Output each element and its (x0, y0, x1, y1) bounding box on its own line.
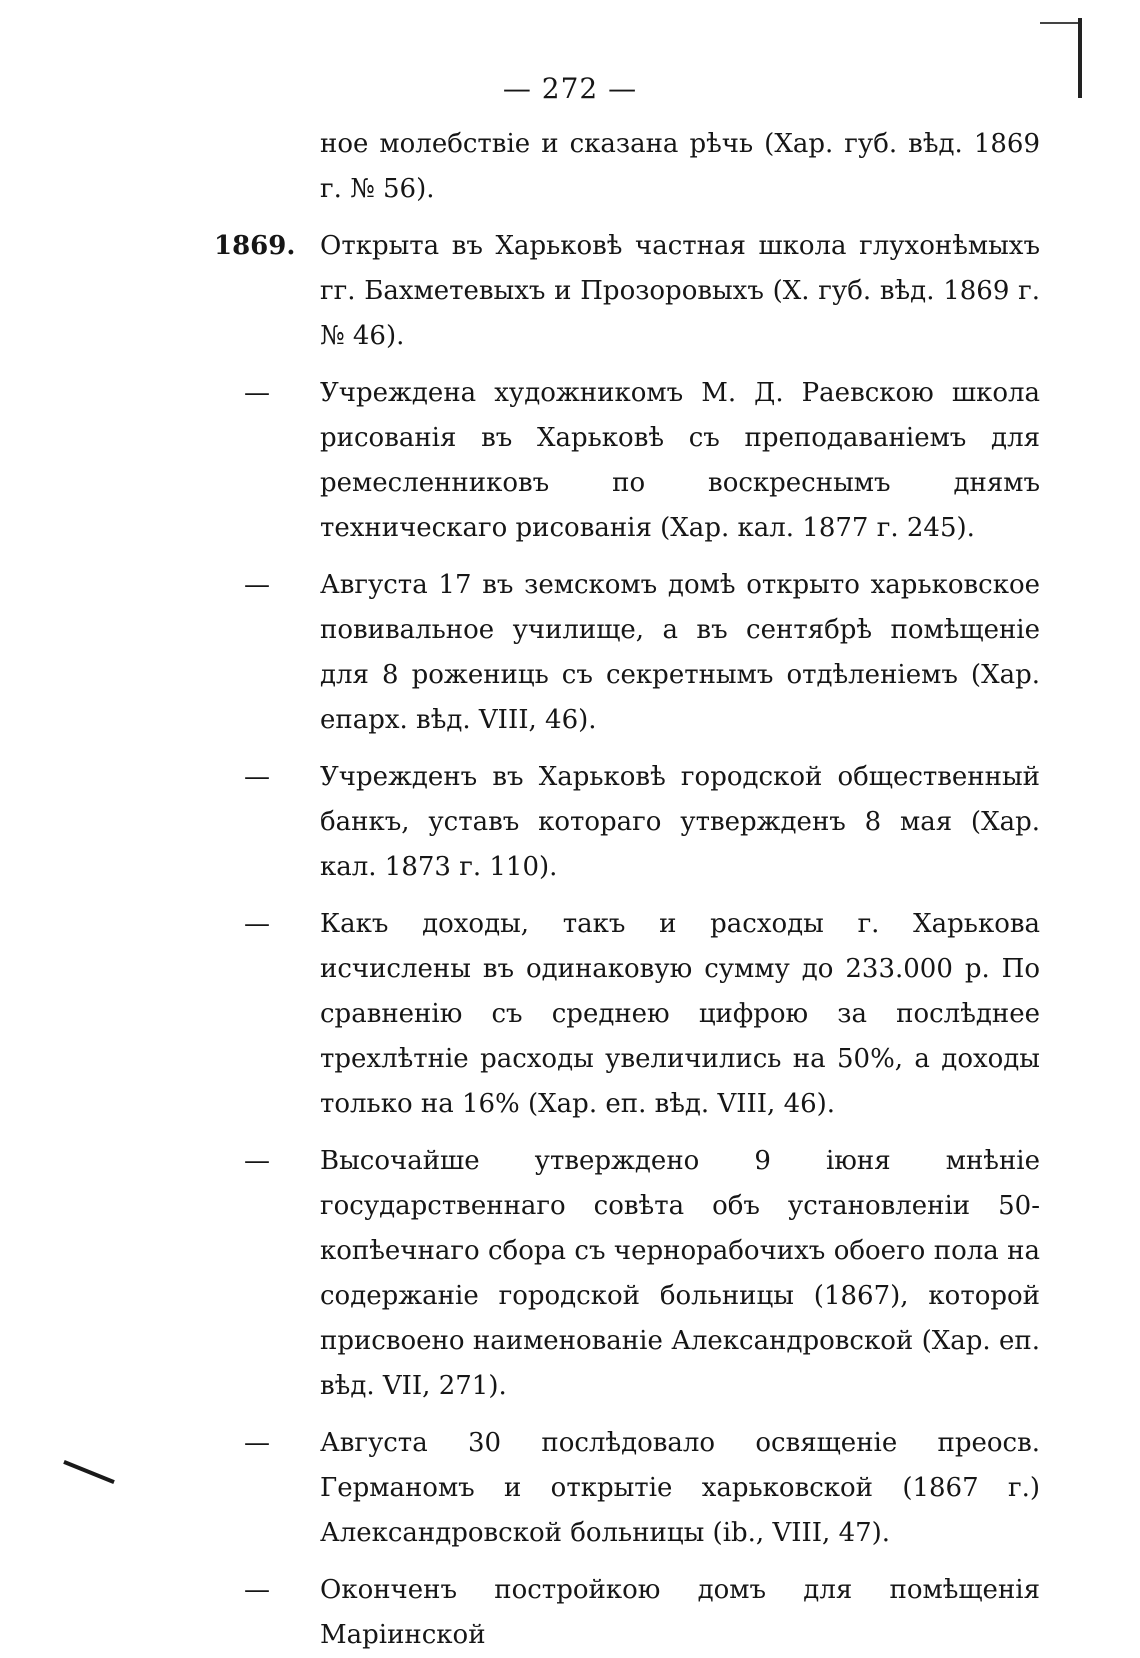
entry-text: Августа 17 въ земскомъ домѣ открыто харьковское повивальное училище, а въ сентябрѣ помѣщеніе для 8 рожениць съ секретнымъ отдѣленіемъ (Хар. епарх. вѣд. VIII, 46). (320, 570, 1040, 735)
entry-drawing-school (0, 371, 1140, 551)
chronicle-entries (0, 122, 1140, 1658)
dash-marker: — (244, 1575, 270, 1605)
dash-marker: — (244, 378, 270, 408)
entry-text: Какъ доходы, такъ и расходы г. Харькова исчислены въ одинаковую сумму до 233.000 р. По сравненію съ среднею цифрою за послѣднее трехлѣтніе расходы увеличились на 50%, а доходы только на 16% (Хар. еп. вѣд. VIII, 46). (320, 909, 1040, 1119)
entry-text: Учрежденъ въ Харьковѣ городской общественный банкъ, уставъ котораго утвержденъ 8 мая (Хар. кал. 1873 г. 110). (320, 762, 1040, 882)
entry-text: Открыта въ Харьковѣ частная школа глухонѣмыхъ гг. Бахметевыхъ и Прозоровыхъ (Х. губ. вѣд. 1869 г. № 46). (320, 231, 1040, 351)
entry-hospital-consecration (0, 1421, 1140, 1556)
entry-1869-deaf-school (0, 224, 1140, 359)
entry-mariinsky-building (0, 1568, 1140, 1658)
dash-marker: — (244, 570, 270, 600)
entry-text: ное молебствіе и сказана рѣчь (Хар. губ. вѣд. 1869 г. № 56). (320, 129, 1040, 204)
page-number: — 272 — (502, 72, 638, 105)
entry-continuation (0, 122, 1140, 212)
entry-text: Августа 30 послѣдовало освященіе преосв. Германомъ и открытіе харьковской (1867 г.) Александровской больницы (ib., VIII, 47). (320, 1428, 1040, 1548)
scan-edge-mark (1040, 22, 1080, 24)
dash-marker: — (244, 1146, 270, 1176)
entry-text: Учреждена художникомъ М. Д. Раевскою школа рисованія въ Харьковѣ съ преподаваніемъ для ремесленниковъ по воскреснымъ днямъ техническаго рисованія (Хар. кал. 1877 г. 245). (320, 378, 1040, 543)
year-marker: 1869. (214, 231, 296, 261)
entry-city-budget (0, 902, 1140, 1127)
entry-text: Высочайше утверждено 9 іюня мнѣніе государственнаго совѣта объ установленіи 50-копѣечнаго сбора съ чернорабочихъ обоего пола на содержаніе городской больницы (1867), которой присвоено наименованіе Александровской (Хар. еп. вѣд. VII, 271). (320, 1146, 1040, 1401)
entry-city-bank (0, 755, 1140, 890)
entry-hospital-levy (0, 1139, 1140, 1409)
dash-marker: — (244, 762, 270, 792)
dash-marker: — (244, 1428, 270, 1458)
dash-marker: — (244, 909, 270, 939)
entry-midwifery-school (0, 563, 1140, 743)
entry-text: Оконченъ постройкою домъ для помѣщенія Маріинской (320, 1575, 1040, 1650)
